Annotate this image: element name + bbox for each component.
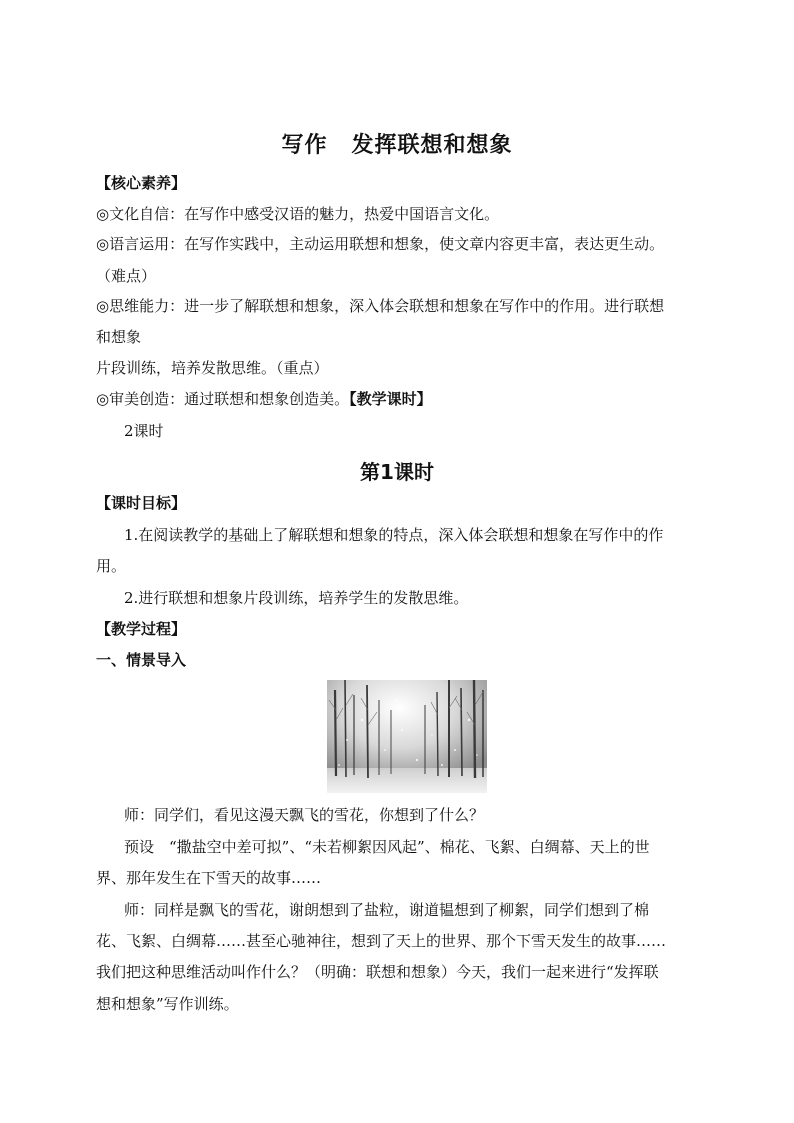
core-line-language: ◎语言运用：在写作实践中，主动运用联想和想象，使文章内容更丰富，表达更生动。 bbox=[96, 235, 665, 253]
page-title bbox=[0, 128, 794, 159]
core-line-aesthetic bbox=[96, 389, 432, 409]
title-part-2: 发挥联想和想象 bbox=[351, 133, 513, 158]
snowy-forest-image bbox=[327, 680, 487, 793]
title-part-1: 写作 bbox=[281, 133, 328, 158]
paragraph-2: 预设 “撒盐空中差可拟”、“未若柳絮因风起”、棉花、飞絮、白绸幕、天上的世 bbox=[124, 838, 650, 856]
paragraph-3: 师：同样是飘飞的雪花，谢朗想到了盐粒，谢道韫想到了柳絮，同学们想到了棉 bbox=[124, 901, 650, 919]
paragraph-2-cont: 界、那年发生在下雪天的故事…… bbox=[96, 869, 322, 887]
teaching-hours-heading: 【教学课时】 bbox=[349, 390, 432, 408]
paragraph-3-cont: 花、飞絮、白绸幕……甚至心驰神往，想到了天上的世界、那个下雪天发生的故事…… bbox=[96, 932, 667, 950]
core-line-thinking: ◎思维能力：进一步了解联想和想象，深入体会联想和想象在写作中的作用。进行联想 bbox=[96, 297, 665, 315]
core-line-culture: ◎文化自信：在写作中感受汉语的魅力，热爱中国语言文化。 bbox=[96, 205, 500, 223]
paragraph-3-cont3: 想和想象”写作训练。 bbox=[96, 995, 239, 1013]
core-literacy-heading: 【核心素养】 bbox=[96, 174, 187, 192]
goal-1-cont: 用。 bbox=[96, 557, 127, 575]
goal-1: 1.在阅读教学的基础上了解联想和想象的特点，深入体会联想和想象在写作中的作 bbox=[124, 526, 664, 544]
core-line-language-note: （难点） bbox=[96, 267, 157, 285]
paragraph-3-cont2: 我们把这种思维活动叫作什么？（明确：联想和想象）今天，我们一起来进行“发挥联 bbox=[96, 963, 659, 981]
core-line-thinking-cont: 和想象 bbox=[96, 328, 142, 346]
section-1-heading: 一、情景导入 bbox=[96, 651, 187, 669]
teaching-hours-value: 2课时 bbox=[124, 422, 164, 440]
aesthetic-text: ◎审美创造：通过联想和想象创造美。 bbox=[96, 390, 350, 408]
paragraph-1: 师：同学们，看见这漫天飘飞的雪花，你想到了什么？ bbox=[124, 806, 485, 824]
lesson-goal-heading: 【课时目标】 bbox=[96, 494, 187, 512]
goal-2: 2.进行联想和想象片段训练，培养学生的发散思维。 bbox=[124, 589, 469, 607]
lesson-title: 第1课时 bbox=[360, 460, 434, 484]
teaching-process-heading: 【教学过程】 bbox=[96, 620, 187, 638]
core-line-thinking-cont2: 片段训练，培养发散思维。（重点） bbox=[96, 359, 329, 377]
